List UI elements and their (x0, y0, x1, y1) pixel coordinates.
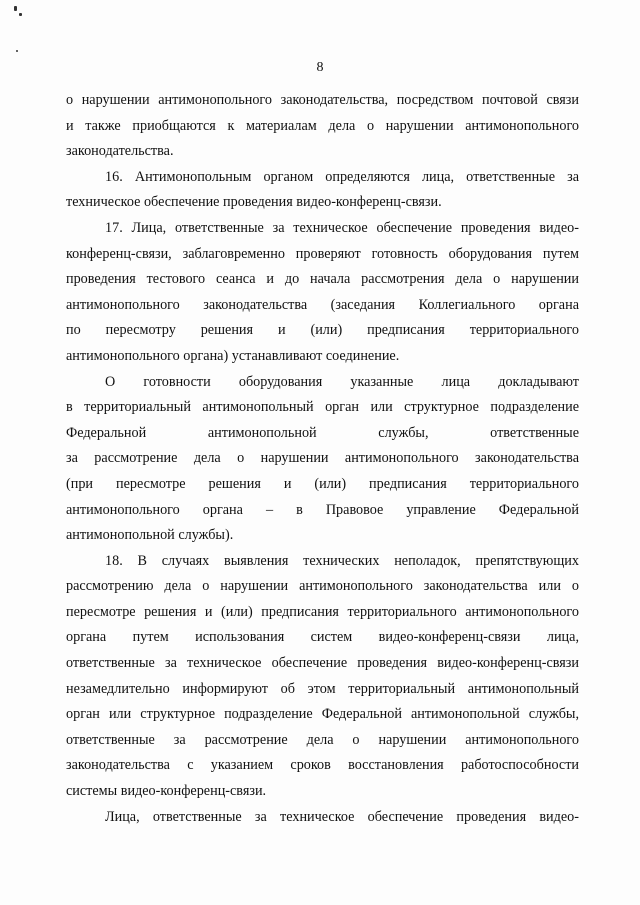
text-line: за рассмотрение дела о нарушении антимонопольного законодательства (66, 450, 579, 467)
text-line: и также приобщаются к материалам дела о нарушении антимонопольного (66, 117, 579, 134)
text-line: Федеральной антимонопольной службы, ответственные (66, 424, 579, 441)
text-line: рассмотрению дела о нарушении антимонопольного законодательства или о (66, 578, 579, 595)
text-line: орган или структурное подразделение Федеральной антимонопольной службы, (66, 706, 579, 723)
text-line: органа путем использования систем видео-конференц-связи лица, (66, 629, 579, 646)
text-line: О готовности оборудования указанные лица докладывают (105, 373, 579, 390)
text-line: антимонопольного органа) устанавливают соединение. (66, 347, 400, 364)
text-line: о нарушении антимонопольного законодательства, посредством почтовой связи (66, 92, 579, 108)
scan-artifact-mark (14, 6, 17, 11)
text-line: техническое обеспечение проведения видео-конференц-связи. (66, 194, 442, 211)
text-line: конференц-связи, заблаговременно проверяют готовность оборудования путем (66, 245, 579, 262)
text-line: незамедлительно информируют об этом территориальный антимонопольный (66, 680, 579, 697)
text-line: Лица, ответственные за техническое обеспечение проведения видео- (105, 808, 579, 825)
text-line: пересмотре решения и (или) предписания территориального антимонопольного (66, 603, 579, 620)
text-line: 18. В случаях выявления технических неполадок, препятствующих (105, 552, 579, 569)
text-line: по пересмотру решения и (или) предписания территориального (66, 322, 579, 339)
scan-artifact-mark (19, 13, 22, 16)
text-line: антимонопольного законодательства (заседания Коллегиального органа (66, 296, 579, 313)
text-line: законодательства с указанием сроков восстановления работоспособности (66, 757, 579, 774)
text-line: в территориальный антимонопольный орган или структурное подразделение (66, 399, 579, 416)
text-line: 16. Антимонопольным органом определяются лица, ответственные за (105, 168, 579, 185)
text-line: (при пересмотре решения и (или) предписания территориального (66, 475, 579, 492)
text-line: проведения тестового сеанса и до начала рассмотрения дела о нарушении (66, 271, 579, 288)
text-line: системы видео-конференц-связи. (66, 783, 267, 800)
text-line: антимонопольного органа – в Правовое управление Федеральной (66, 501, 579, 518)
text-line: ответственные за рассмотрение дела о нарушении антимонопольного (66, 731, 579, 748)
text-line: законодательства. (66, 143, 174, 160)
document-body (66, 88, 579, 830)
text-line: 17. Лица, ответственные за техническое обеспечение проведения видео- (105, 219, 579, 236)
page-number: 8 (316, 60, 324, 75)
text-line: ответственные за техническое обеспечение проведения видео-конференц-связи (66, 655, 579, 672)
text-line: антимонопольной службы). (66, 527, 234, 544)
scan-artifact-mark (16, 50, 18, 52)
